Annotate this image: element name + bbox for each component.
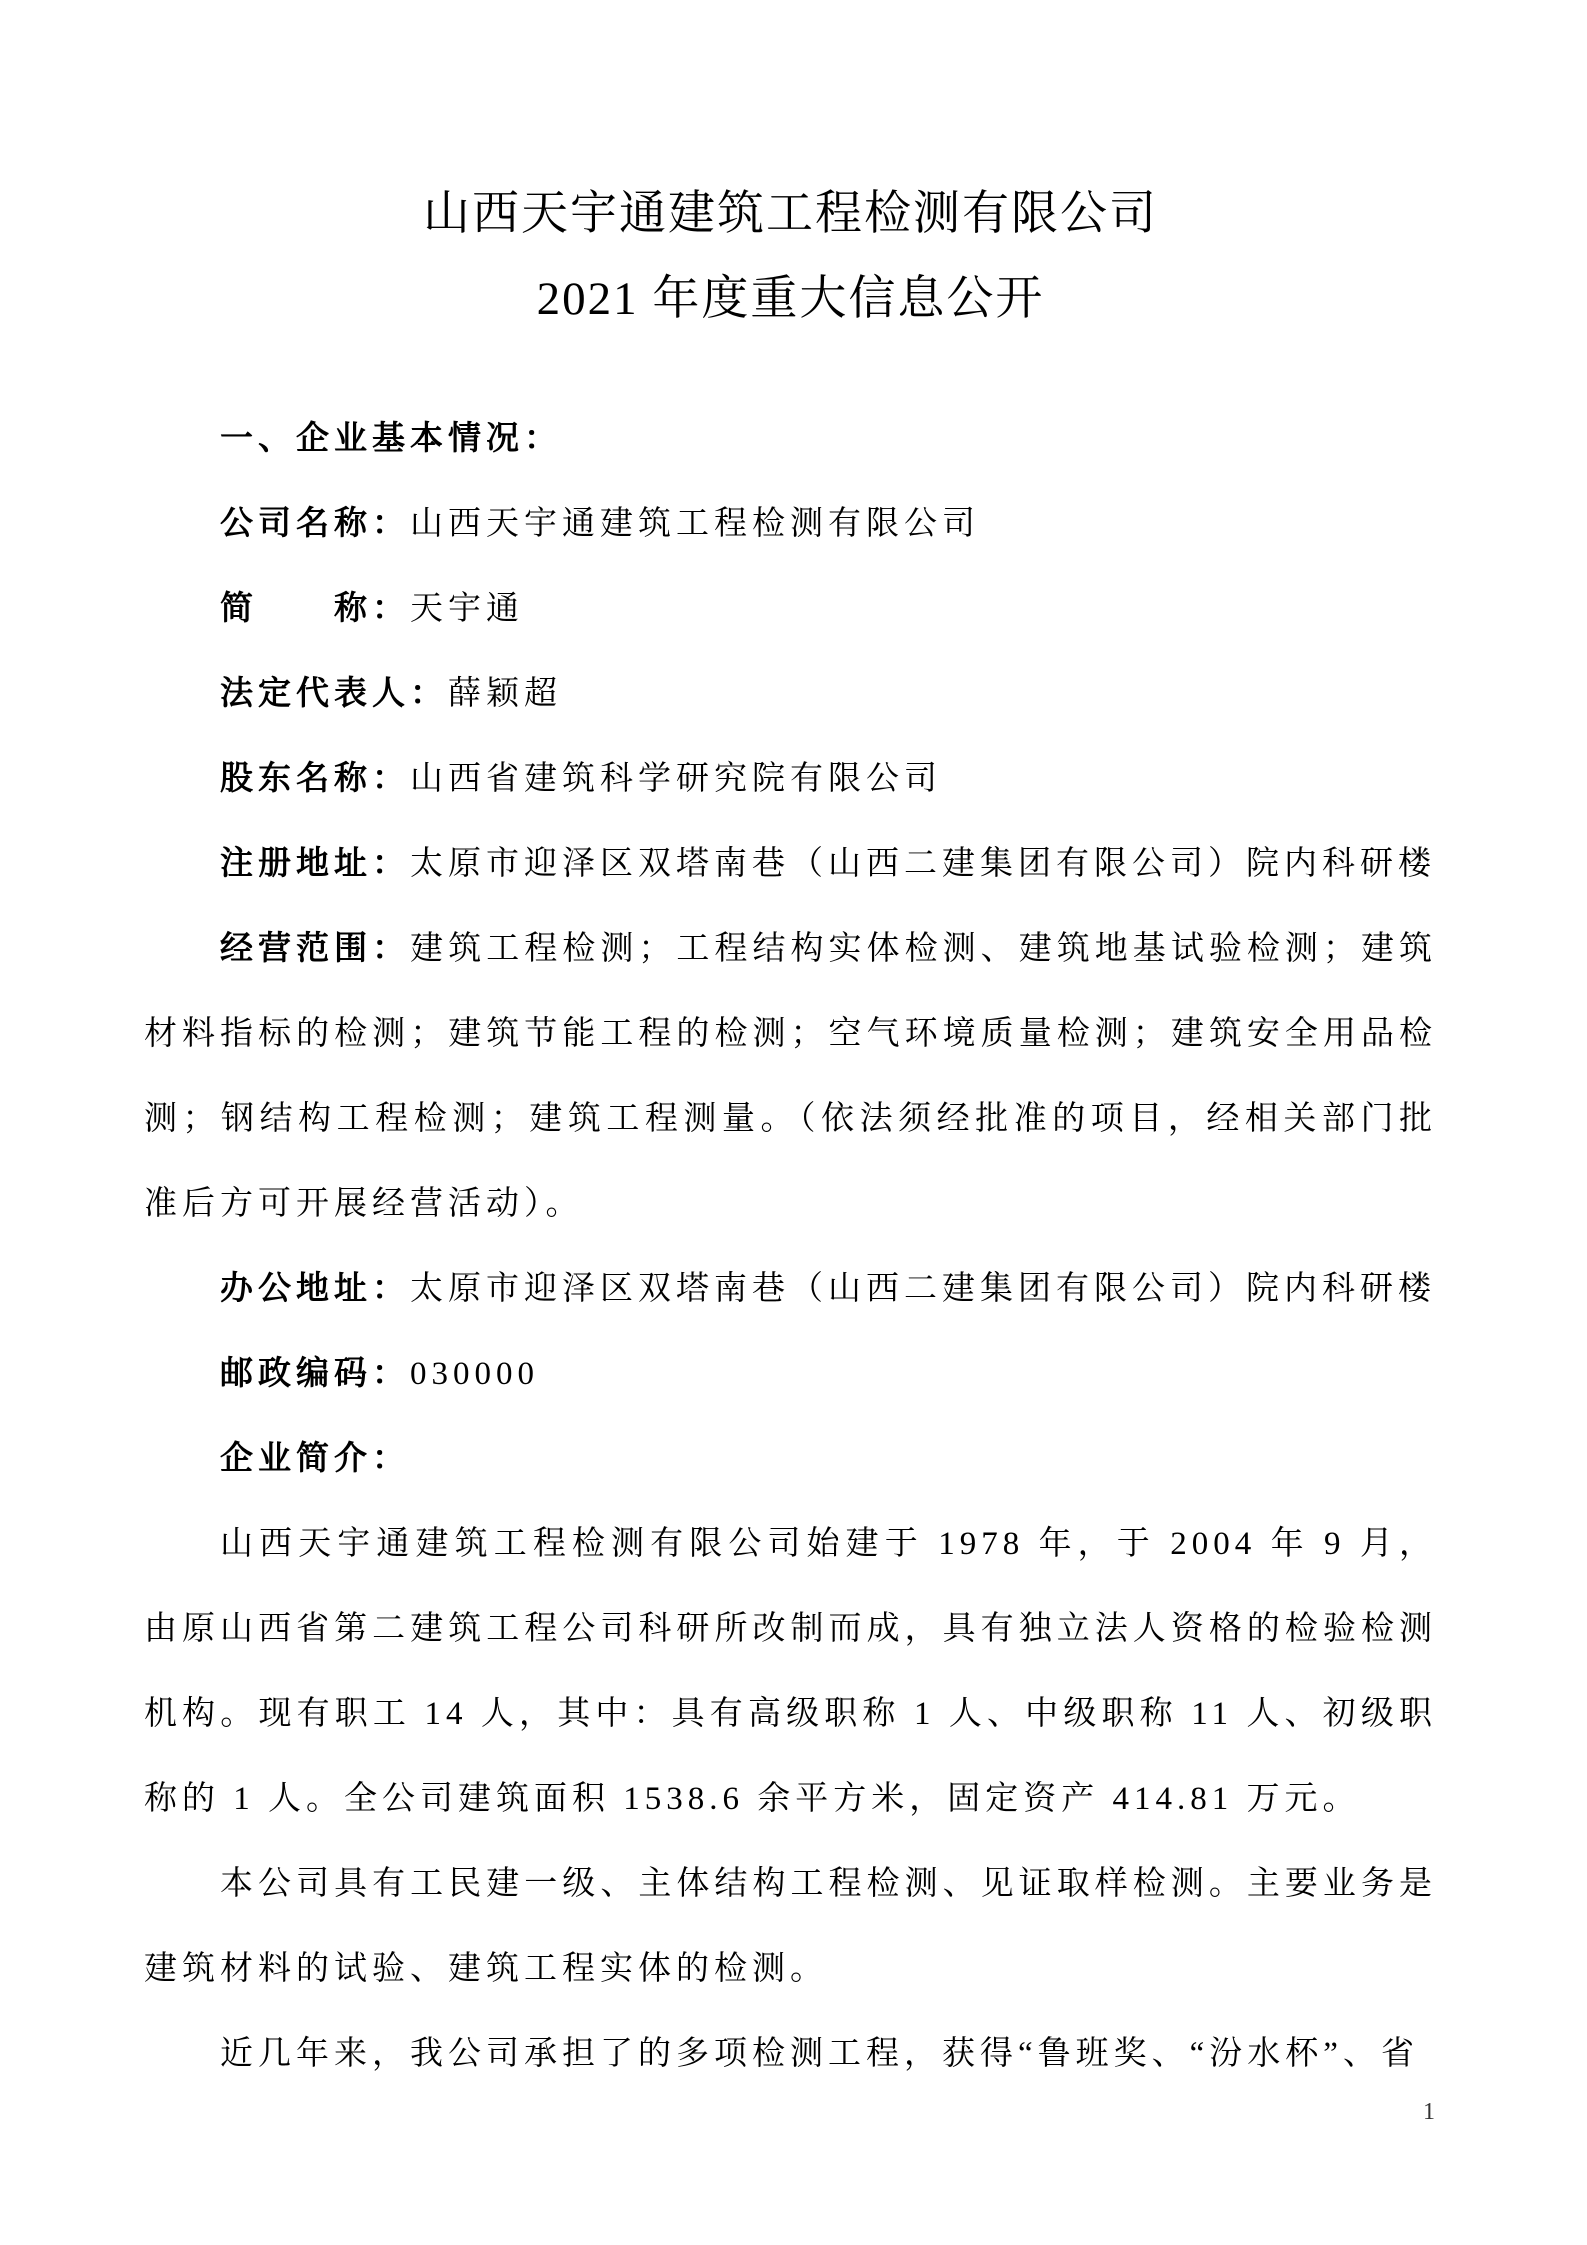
field-company-name bbox=[144, 482, 1437, 567]
field-legal-representative-label: 法定代表人： bbox=[220, 676, 448, 712]
field-legal-representative-value: 薛颖超 bbox=[448, 676, 562, 712]
field-company-name-label: 公司名称： bbox=[220, 506, 410, 542]
field-business-scope-label: 经营范围： bbox=[220, 931, 411, 967]
field-company-profile-heading bbox=[144, 1417, 1437, 1502]
field-short-name-label: 简 称： bbox=[220, 591, 410, 627]
field-registered-address-value: 太原市迎泽区双塔南巷（山西二建集团有限公司）院内科研楼 bbox=[410, 846, 1436, 882]
field-shareholder-name-value: 山西省建筑科学研究院有限公司 bbox=[410, 761, 942, 797]
field-registered-address-label: 注册地址： bbox=[220, 846, 410, 882]
field-business-scope-value: 建筑工程检测；工程结构实体检测、建筑地基试验检测；建筑材料指标的检测；建筑节能工程的检测；空气环境质量检测；建筑安全用品检测；钢结构工程检测；建筑工程测量。（依法须经批准的项目，经相关部门批准后方可开展经营活动）。 bbox=[144, 931, 1438, 1222]
field-postal-code bbox=[144, 1332, 1437, 1417]
field-office-address-value: 太原市迎泽区双塔南巷（山西二建集团有限公司）院内科研楼 bbox=[410, 1271, 1436, 1307]
field-company-profile-label: 企业简介： bbox=[220, 1441, 410, 1477]
field-short-name bbox=[144, 567, 1437, 652]
field-shareholder-name bbox=[144, 737, 1437, 822]
document-body bbox=[144, 397, 1437, 2097]
field-shareholder-name-label: 股东名称： bbox=[220, 761, 410, 797]
field-office-address-label: 办公地址： bbox=[220, 1271, 410, 1307]
document-subtitle: 2021 年度重大信息公开 bbox=[536, 273, 1045, 325]
field-short-name-value: 天宇通 bbox=[410, 591, 524, 627]
page-number: 1 bbox=[1423, 2099, 1435, 2125]
company-history-paragraph: 山西天宇通建筑工程检测有限公司始建于 1978 年，于 2004 年 9 月，由原山西省第二建筑工程公司科研所改制而成，具有独立法人资格的检验检测机构。现有职工 14 人，其中：具有高级职称 1 人、中级职称 11 人、初级职称的 1 人。全公司建筑面积 1538.6 余平方米，固定资产 414.81 万元。 bbox=[144, 1526, 1437, 1817]
field-registered-address bbox=[144, 822, 1437, 907]
field-business-scope bbox=[144, 907, 1437, 1247]
field-legal-representative bbox=[144, 652, 1437, 737]
document-title: 山西天宇通建筑工程检测有限公司 bbox=[423, 188, 1158, 240]
company-awards-paragraph: 近几年来，我公司承担了的多项检测工程，获得“鲁班奖、“汾水杯”、省 bbox=[220, 2036, 1419, 2072]
section-heading: 一、企业基本情况： bbox=[220, 421, 562, 457]
field-postal-code-value: 030000 bbox=[410, 1356, 539, 1392]
field-company-name-value: 山西天宇通建筑工程检测有限公司 bbox=[410, 506, 980, 542]
field-postal-code-label: 邮政编码： bbox=[220, 1356, 410, 1392]
field-office-address bbox=[144, 1247, 1437, 1332]
company-qualifications-paragraph: 本公司具有工民建一级、主体结构工程检测、见证取样检测。主要业务是建筑材料的试验、建筑工程实体的检测。 bbox=[144, 1866, 1437, 1987]
